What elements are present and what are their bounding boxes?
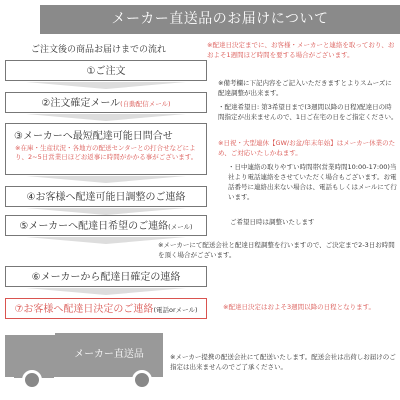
step-3-inquiry: [5, 123, 207, 175]
step-3-label: ③メーカーへ最短配達可能日問合せ: [14, 131, 173, 142]
step-2-confirm-email: [5, 92, 207, 113]
step-3-note: ※在庫・生産状況・各地方の配送センターとの打合せなどにより、2~5日営業日ほどお返事に時間がかかる事がございます。: [15, 144, 198, 161]
wheel-icon: [132, 370, 152, 390]
wheel-icon: [22, 370, 42, 390]
flow-arrow: [26, 288, 186, 295]
truck-label: メーカー直送品: [74, 349, 144, 360]
note-step-7: ※配達日決定はおよそ3週間以降の日程となります。: [223, 303, 376, 311]
note-top: ※配達日決定までに、お客様・メーカーと連絡を取っており、おおよそ1週間ほど時間を要する場合がございます。: [207, 41, 395, 59]
note-step-5: ※メーカーにて配送会社と配達日程調整を行いますので、ご決定まで2-3日お時間を頂く場合がございます。: [158, 241, 395, 259]
step-2-note: (自動配信メール): [120, 100, 171, 108]
step-4-customer-contact: [5, 186, 207, 207]
note-remark-date: ・配達希望日: 第3希望日まで(3週間以降の日程)配達日の時間指定が出来ませんので、1日ご在宅の日をご指定ください。: [218, 103, 398, 121]
flow-title: ご注文後の商品お届けまでの流れ: [31, 45, 167, 55]
flow-arrow: [26, 114, 186, 121]
flow-arrow: [26, 176, 186, 183]
step-5-label: ⑤メーカーへ配達日希望のご連絡: [19, 221, 169, 232]
step-7-label: ⑦お客様へ配達日決定のご連絡: [14, 304, 154, 315]
note-remark: ※備考欄に下記内容をご記入いただきますとよりスムーズに配達調整が出来ます。: [218, 79, 392, 97]
step-7-customer-confirm: [5, 298, 207, 319]
step-5-note: (メール): [168, 223, 193, 231]
page-header: メーカー直送品のお届けについて: [40, 5, 400, 34]
note-contact: ・日中連絡の取りやすい時間帯(営業時間10:00-17:00)当社より電話連絡をさせていただく場合もございます。お電話番号に連絡出来ない場合は、電話もしくはメールにて行います。: [228, 163, 397, 201]
step-4-label: ④お客様へ配達可能日調整のご連絡: [26, 192, 186, 203]
note-holiday: ※日祝・大型連休【GW/お盆/年末年始】はメーカー休業のため、ご対応いたしかねます。: [218, 139, 396, 157]
flow-arrow: [26, 82, 186, 89]
step-2-label: ②注文確定メール: [41, 98, 121, 109]
note-step-4: ご希望日時は調整いたします: [230, 218, 315, 226]
step-1-order: [5, 60, 207, 81]
step-7-note: (電話orメール): [153, 306, 198, 314]
step-6-label: ⑥メーカーから配達日確定の連絡: [31, 272, 181, 283]
step-5-maker-contact: [5, 215, 207, 236]
flow-arrow: [26, 208, 186, 215]
note-truck: ※メーカー提携の配送会社にて配送いたします。配送会社は出荷しお届けのご指定は出来ませんのでご了承ください。: [170, 353, 396, 371]
step-1-label: ①ご注文: [86, 66, 126, 77]
step-6-maker-confirm: [5, 266, 207, 287]
